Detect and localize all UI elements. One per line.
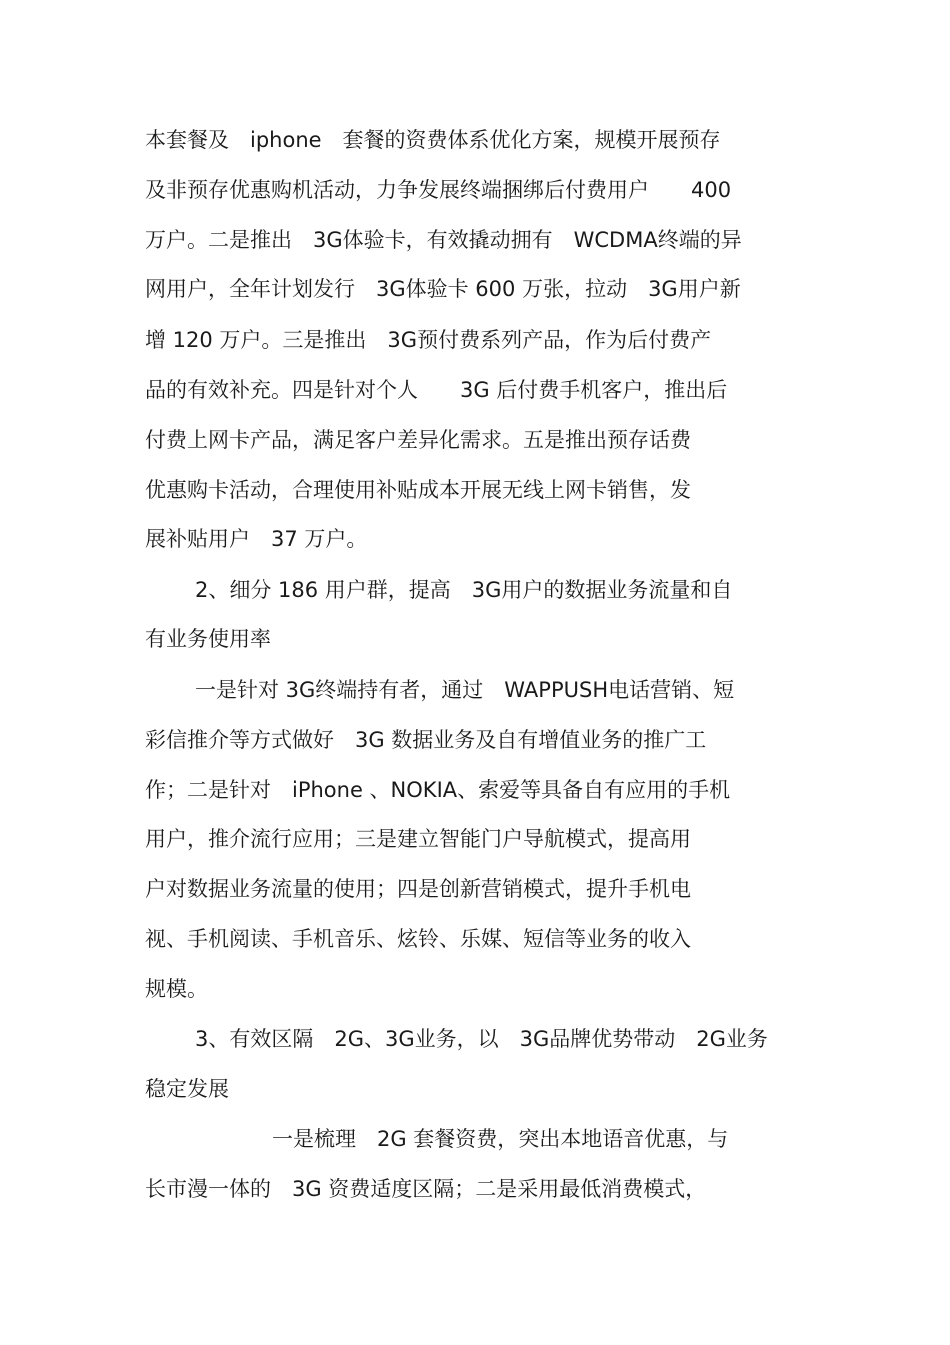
- body-text-line: 及非预存优惠购机活动，力争发展终端捆绑后付费用户 400: [145, 178, 732, 202]
- body-text-line: 一是针对 3G终端持有者，通过 WAPPUSH电话营销、短: [195, 678, 735, 702]
- section-heading-line: 稳定发展: [145, 1077, 229, 1101]
- body-text-line: 优惠购卡活动，合理使用补贴成本开展无线上网卡销售，发: [145, 478, 691, 502]
- section-heading-line: 3、有效区隔 2G、3G业务，以 3G品牌优势带动 2G业务: [195, 1027, 768, 1051]
- body-text-line: 一是梳理 2G 套餐资费，突出本地语音优惠，与: [272, 1127, 729, 1151]
- body-text-line: 本套餐及 iphone 套餐的资费体系优化方案，规模开展预存: [145, 128, 721, 152]
- body-text-line: 长市漫一体的 3G 资费适度区隔；二是采用最低消费模式，: [145, 1177, 707, 1201]
- body-text-line: 用户，推介流行应用；三是建立智能门户导航模式，提高用: [145, 827, 691, 851]
- body-text-line: 彩信推介等方式做好 3G 数据业务及自有增值业务的推广工: [145, 728, 707, 752]
- section-heading-line: 2、细分 186 用户群，提高 3G用户的数据业务流量和自: [195, 578, 733, 602]
- body-text-line: 展补贴用户 37 万户。: [145, 527, 368, 551]
- body-text-line: 增 120 万户。三是推出 3G预付费系列产品，作为后付费产: [145, 328, 712, 352]
- body-text-line: 网用户，全年计划发行 3G体验卡 600 万张，拉动 3G用户新: [145, 277, 741, 301]
- body-text-line: 户对数据业务流量的使用；四是创新营销模式，提升手机电: [145, 877, 691, 901]
- body-text-line: 品的有效补充。四是针对个人 3G 后付费手机客户，推出后: [145, 378, 728, 402]
- body-text-line: 规模。: [145, 977, 208, 1001]
- body-text-line: 作；二是针对 iPhone 、NOKIA、索爱等具备自有应用的手机: [145, 778, 731, 802]
- body-text-line: 万户。二是推出 3G体验卡，有效撬动拥有 WCDMA终端的异: [145, 228, 742, 252]
- body-text-line: 付费上网卡产品，满足客户差异化需求。五是推出预存话费: [145, 428, 691, 452]
- body-text-line: 视、手机阅读、手机音乐、炫铃、乐媒、短信等业务的收入: [145, 927, 691, 951]
- section-heading-line: 有业务使用率: [145, 627, 271, 651]
